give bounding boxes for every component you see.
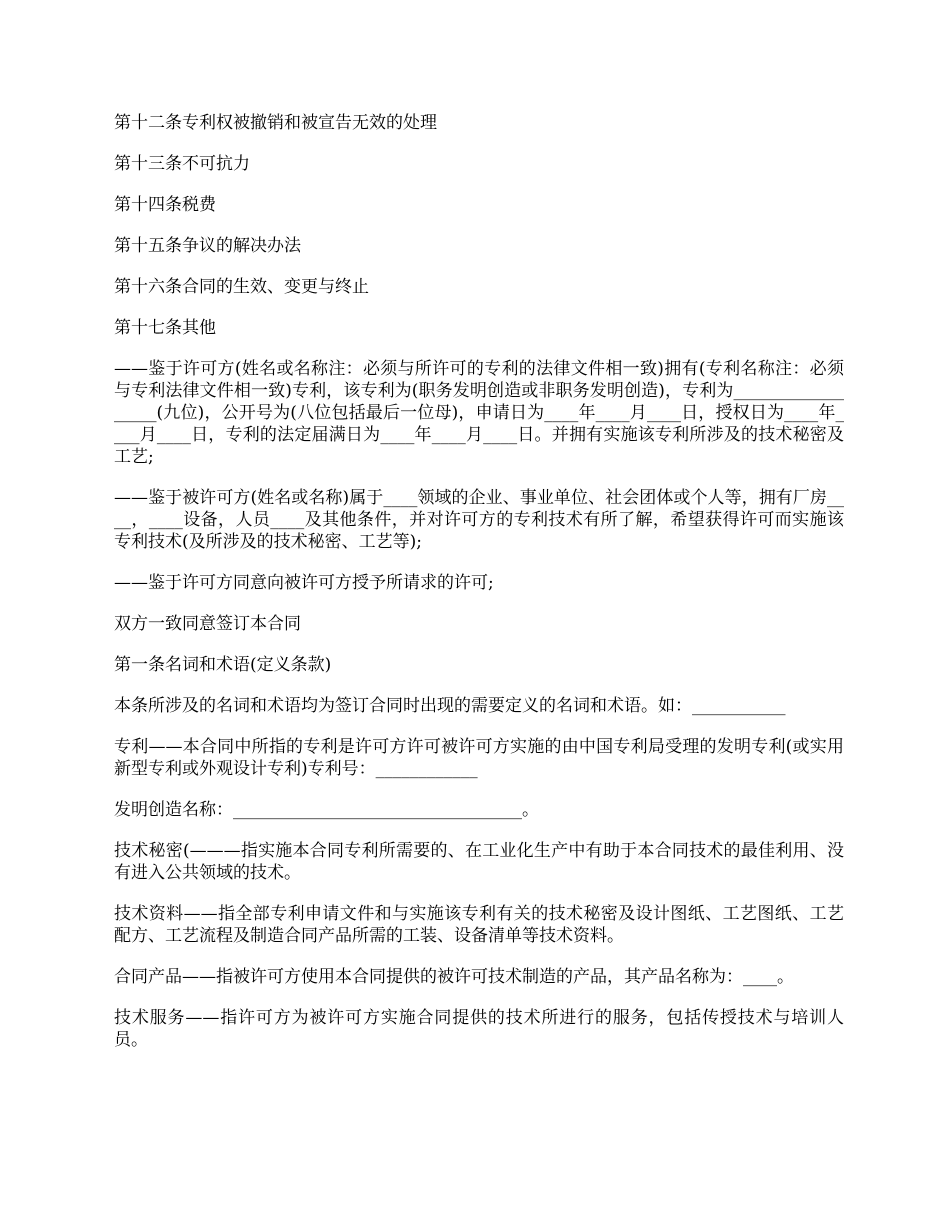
definition-patent: 专利——本合同中所指的专利是许可方许可被许可方实施的由中国专利局受理的发明专利(或实用新型专利或外观设计专利)专利号：____________ xyxy=(114,737,844,779)
agreement-statement: 双方一致同意签订本合同 xyxy=(114,614,301,634)
definition-technical-service: 技术服务——指许可方为被许可方实施合同提供的技术所进行的服务，包括传授技术与培训人员。 xyxy=(114,1008,844,1050)
recital-consent: ——鉴于许可方同意向被许可方授予所请求的许可; xyxy=(114,573,494,593)
definition-invention-name: 发明创造名称：__________________________________。 xyxy=(114,800,539,820)
article-16-heading: 第十六条合同的生效、变更与终止 xyxy=(114,277,369,297)
article-13-heading: 第十三条不可抗力 xyxy=(114,154,250,174)
article-14-heading: 第十四条税费 xyxy=(114,195,216,215)
definition-technical-secret: 技术秘密(———指实施本合同专利所需要的、在工业化生产中有助于本合同技术的最佳利用、没有进入公共领域的技术。 xyxy=(114,841,844,883)
article-15-heading: 第十五条争议的解决办法 xyxy=(114,236,301,256)
definition-contract-product: 合同产品——指被许可方使用本合同提供的被许可技术制造的产品，其产品名称为：____。 xyxy=(114,967,794,987)
definitions-intro: 本条所涉及的名词和术语均为签订合同时出现的需要定义的名词和术语。如：___________ xyxy=(114,696,786,716)
document-page xyxy=(114,112,844,1051)
recital-licensor: ——鉴于许可方(姓名或名称注：必须与所许可的专利的法律文件相一致)拥有(专利名称注：必须与专利法律文件相一致)专利，该专利为(职务发明创造或非职务发明创造)，专利为__________________(九位)，公开号为(八位包括最后一位母)，申请日为____年____月____日，授权日为____年____月____日，专利的法定届满日为____年____月____日。并拥有实施该专利所涉及的技术秘密及工艺; xyxy=(114,359,844,467)
article-12-heading: 第十二条专利权被撤销和被宣告无效的处理 xyxy=(114,113,437,133)
definition-technical-data: 技术资料——指全部专利申请文件和与实施该专利有关的技术秘密及设计图纸、工艺图纸、工艺配方、工艺流程及制造合同产品所需的工装、设备清单等技术资料。 xyxy=(114,904,844,946)
article-17-heading: 第十七条其他 xyxy=(114,318,216,338)
recital-licensee: ——鉴于被许可方(姓名或名称)属于____领域的企业、事业单位、社会团体或个人等，拥有厂房____，____设备，人员____及其他条件，并对许可方的专利技术有所了解，希望获得许可而实施该专利技术(及所涉及的技术秘密、工艺等); xyxy=(114,488,844,552)
article-1-heading: 第一条名词和术语(定义条款) xyxy=(114,655,332,675)
